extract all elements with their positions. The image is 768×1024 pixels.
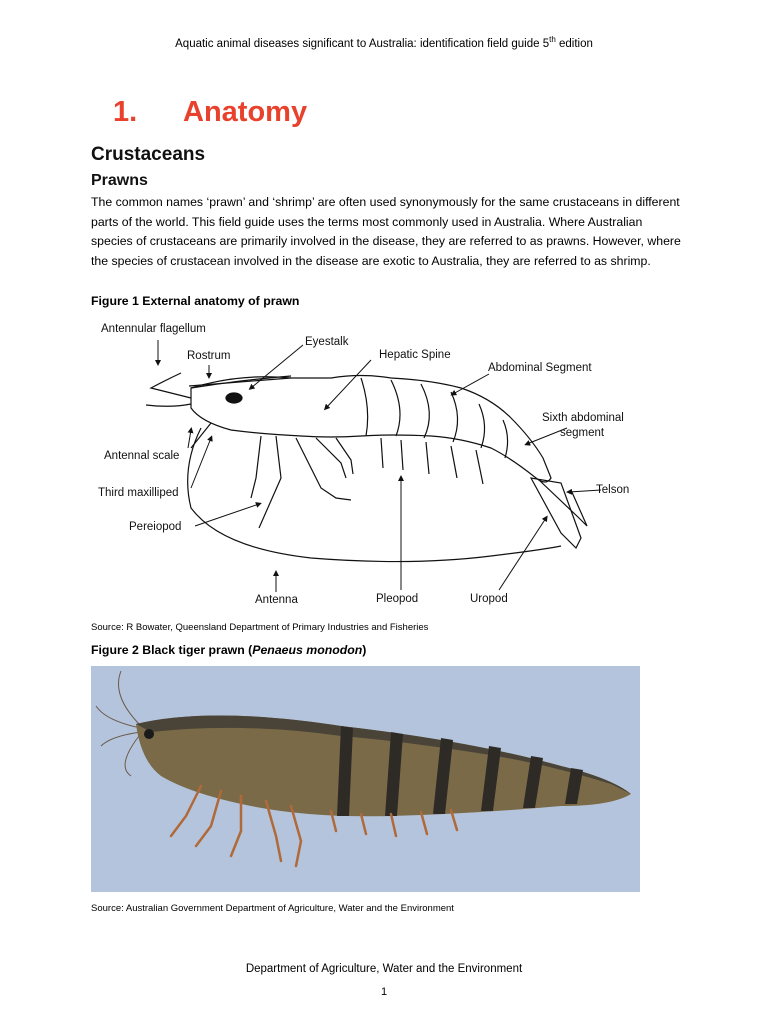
chapter-title: Anatomy (183, 96, 308, 128)
prawn-anatomy-diagram (91, 318, 651, 612)
body-paragraph: The common names ‘prawn’ and ‘shrimp’ are often used synonymously for the same crustaceans in different parts of the world. This field guide uses the terms most commonly used in Australia. Where Australian species of crustaceans are primarily involved in the disease, they are referred to as prawns. However, where the species of crustacean involved in the disease are exotic to Australia, they are referred to as shrimp. (91, 195, 681, 268)
label-uropod: Uropod (470, 593, 508, 605)
chapter-number: 1. (113, 96, 138, 128)
page-footer: Department of Agriculture, Water and the Environment (245, 963, 523, 975)
label-antennal-scale: Antennal scale (104, 450, 180, 462)
label-sixth-abdominal: Sixth abdominal (542, 412, 624, 424)
running-header: Aquatic animal diseases significant to Australia: identification field guide 5th edition (175, 35, 593, 50)
figure-2-source: Source: Australian Government Department of Agriculture, Water and the Environment (91, 903, 454, 914)
label-sixth-abdominal-segment: segment (560, 427, 605, 439)
label-pereiopod: Pereiopod (129, 521, 182, 533)
label-telson: Telson (596, 484, 630, 496)
figure-1-source: Source: R Bowater, Queensland Department of Primary Industries and Fisheries (91, 622, 429, 633)
label-antenna: Antenna (255, 594, 298, 606)
figure-2-caption: Figure 2 Black tiger prawn (Penaeus monodon) (91, 643, 367, 657)
label-abdominal-segment: Abdominal Segment (488, 362, 592, 374)
label-eyestalk: Eyestalk (305, 336, 349, 348)
chapter-heading (113, 96, 307, 129)
page-number: 1 (380, 986, 388, 998)
label-antennular-flagellum: Antennular flagellum (101, 323, 206, 335)
label-third-maxilliped: Third maxilliped (98, 487, 179, 499)
figure-1-caption: Figure 1 External anatomy of prawn (91, 294, 300, 308)
subsection-heading: Prawns (91, 172, 148, 189)
section-heading: Crustaceans (91, 144, 206, 165)
label-hepatic-spine: Hepatic Spine (379, 349, 451, 361)
black-tiger-prawn-photo (91, 666, 640, 892)
label-pleopod: Pleopod (376, 593, 419, 605)
label-rostrum: Rostrum (187, 350, 231, 362)
